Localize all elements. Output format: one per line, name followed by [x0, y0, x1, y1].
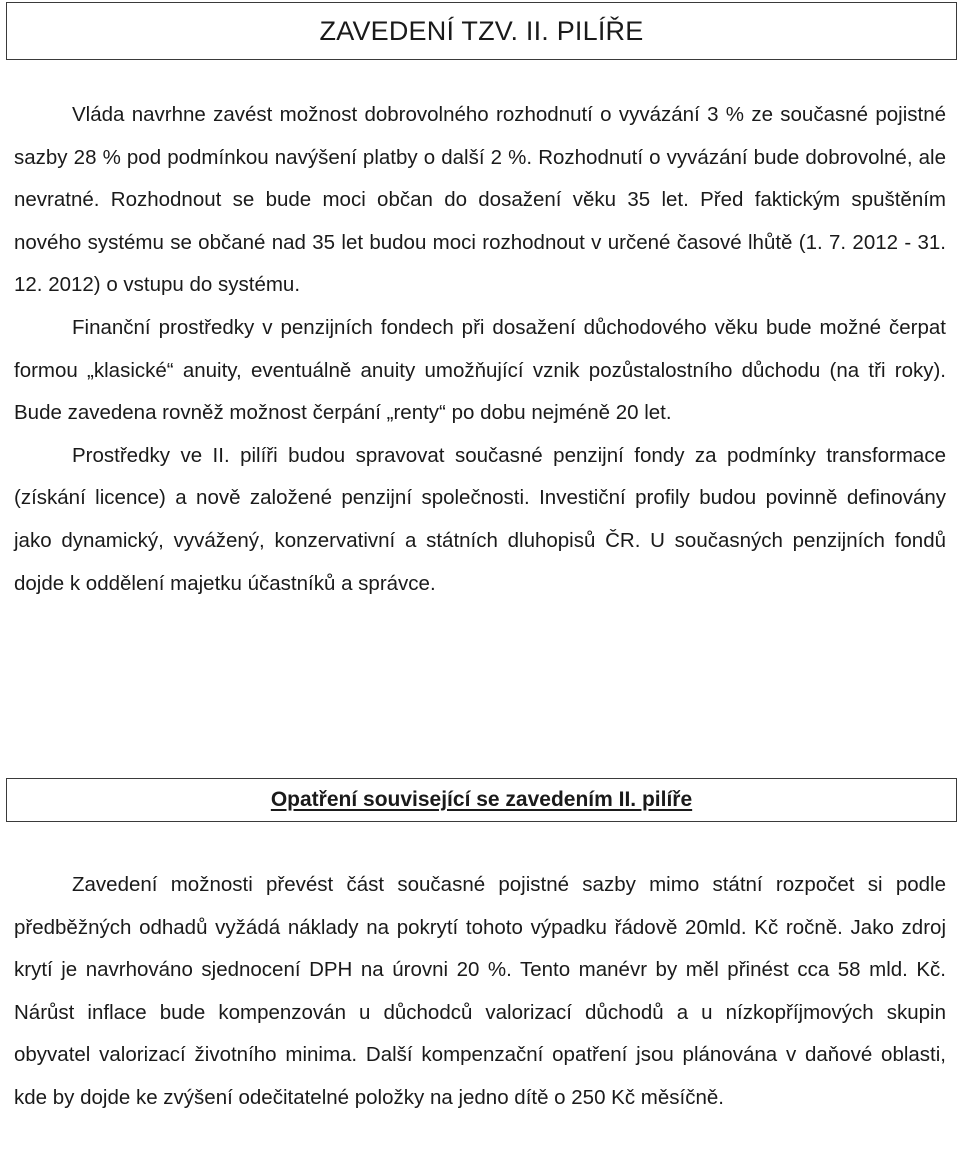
paragraph-funds: Prostředky ve II. pilíři budou spravovat současné penzijní fondy za podmínky transformace (získání licence) a nově založené penzijní společnosti. Investiční profily budou povinně definovány jako dynamický, vyvážený, konzervativní a státních dluhopisů ČR. U současných penzijních fondů dojde k oddělení majetku účastníků a správce. — [14, 443, 946, 595]
page-title: ZAVEDENÍ TZV. II. PILÍŘE — [319, 15, 644, 46]
paragraph-opt-out: Vláda navrhne zavést možnost dobrovolného rozhodnutí o vyvázání 3 % ze současné pojistné sazby 28 % pod podmínkou navýšení platby o další 2 %. Rozhodnutí o vyvázání bude dobrovolné, ale nevratné. Rozhodnout se bude moci občan do dosažení věku 35 let. Před faktickým spuštěním nového systému se občané nad 35 let budou moci rozhodnout v určené časové lhůtě (1. 7. 2012 - 31. 12. 2012) o vstupu do systému. — [14, 103, 946, 297]
section-pillar-intro — [14, 94, 946, 605]
paragraph-annuity: Finanční prostředky v penzijních fondech při dosažení důchodového věku bude možné čerpat formou „klasické“ anuity, eventuálně anuity umožňující vznik pozůstalostního důchodu (na tři roky). Bude zavedena rovněž možnost čerpání „renty“ po dobu nejméně 20 let. — [14, 315, 946, 425]
page-title-box — [6, 2, 957, 60]
paragraph-costs: Zavedení možnosti převést část současné pojistné sazby mimo státní rozpočet si podle předběžných odhadů vyžádá náklady na pokrytí tohoto výpadku řádově 20mld. Kč ročně. Jako zdroj krytí je navrhováno sjednocení DPH na úrovni 20 %. Tento manévr by měl přinést cca 58 mld. Kč. Nárůst inflace bude kompenzován u důchodců valorizací důchodů a u nízkopříjmových skupin obyvatel valorizací životního minima. Další kompenzační opatření jsou plánována v daňové oblasti, kde by dojde ke zvýšení odečitatelné položky na jedno dítě o 250 Kč měsíčně. — [14, 873, 946, 1109]
section-heading: Opatření související se zavedením II. pilíře — [270, 788, 693, 811]
section-heading-box — [6, 778, 957, 822]
section-measures — [14, 864, 946, 1120]
